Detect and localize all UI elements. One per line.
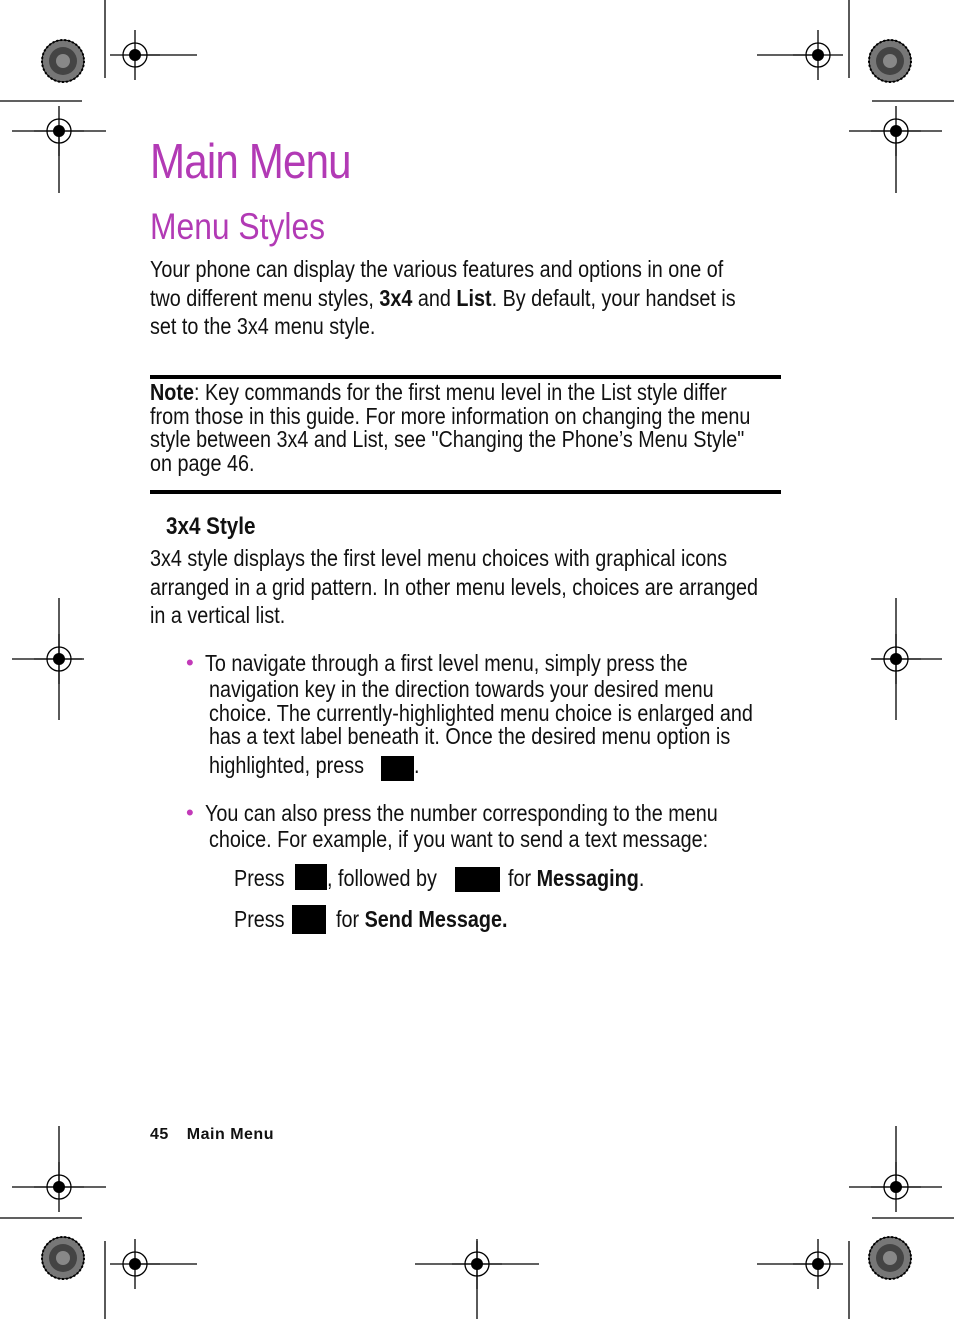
- page-number: 45: [150, 1126, 169, 1143]
- step-1-followed: , followed by: [327, 865, 437, 891]
- key-1-icon: [455, 867, 500, 892]
- bullet-1-last-line: highlighted, press: [209, 752, 365, 778]
- step-2-target: for Send Message.: [336, 906, 508, 932]
- note-line-4: on page 46.: [150, 449, 255, 476]
- note-bottom-rule: [150, 490, 781, 494]
- subsection-title: 3x4 Style: [166, 513, 256, 540]
- key-2-icon: [295, 864, 327, 890]
- ok-key-icon: [381, 756, 414, 781]
- bullet-2-icon: •: [186, 800, 194, 825]
- intro-paragraph: [150, 255, 736, 341]
- page-footer: [150, 1126, 274, 1144]
- note-line-2: from those in this guide. For more information on changing the menu: [150, 402, 751, 429]
- bullet-1-continued: navigation key in the direction towards your desired menu choice. The currently-highlighted menu choice is enlarged and has a text label beneath it. Once the desired menu option is: [209, 676, 753, 749]
- bullet-1-text: To navigate through a first level menu, simply press the: [205, 650, 688, 676]
- key-1-icon-step-2: [292, 905, 326, 934]
- bullet-1-icon: •: [186, 650, 194, 675]
- intro-line-1: Your phone can display the various features and options in one of: [150, 256, 724, 282]
- bullet-1-period: .: [414, 752, 420, 778]
- bullet-2-continued: choice. For example, if you want to send a text message:: [209, 826, 709, 852]
- subsection-paragraph: 3x4 style displays the first level menu choices with graphical icons arranged in a grid pattern. In other menu levels, choices are arranged in a vertical list.: [150, 545, 759, 628]
- step-1-target: for Messaging.: [508, 865, 645, 891]
- step-2-press: Press: [234, 906, 285, 932]
- page-title: Main Menu: [150, 135, 351, 189]
- footer-section: Main Menu: [186, 1126, 274, 1143]
- bullet-2-text: You can also press the number corresponding to the menu: [205, 800, 718, 826]
- note-block: [150, 381, 750, 475]
- note-label: Note: [150, 379, 194, 405]
- note-line-3: style between 3x4 and List, see "Changing the Phone’s Menu Style": [150, 426, 745, 452]
- section-title: Menu Styles: [150, 206, 326, 247]
- intro-line-2: two different menu styles, 3x4 and List. By default, your handset is: [150, 284, 736, 311]
- step-1-press: Press: [234, 865, 285, 891]
- note-line-1: Note: Key commands for the first menu level in the List style differ: [150, 379, 727, 405]
- registration-star-top-left: [42, 40, 84, 82]
- intro-line-3: set to the 3x4 menu style.: [150, 313, 376, 339]
